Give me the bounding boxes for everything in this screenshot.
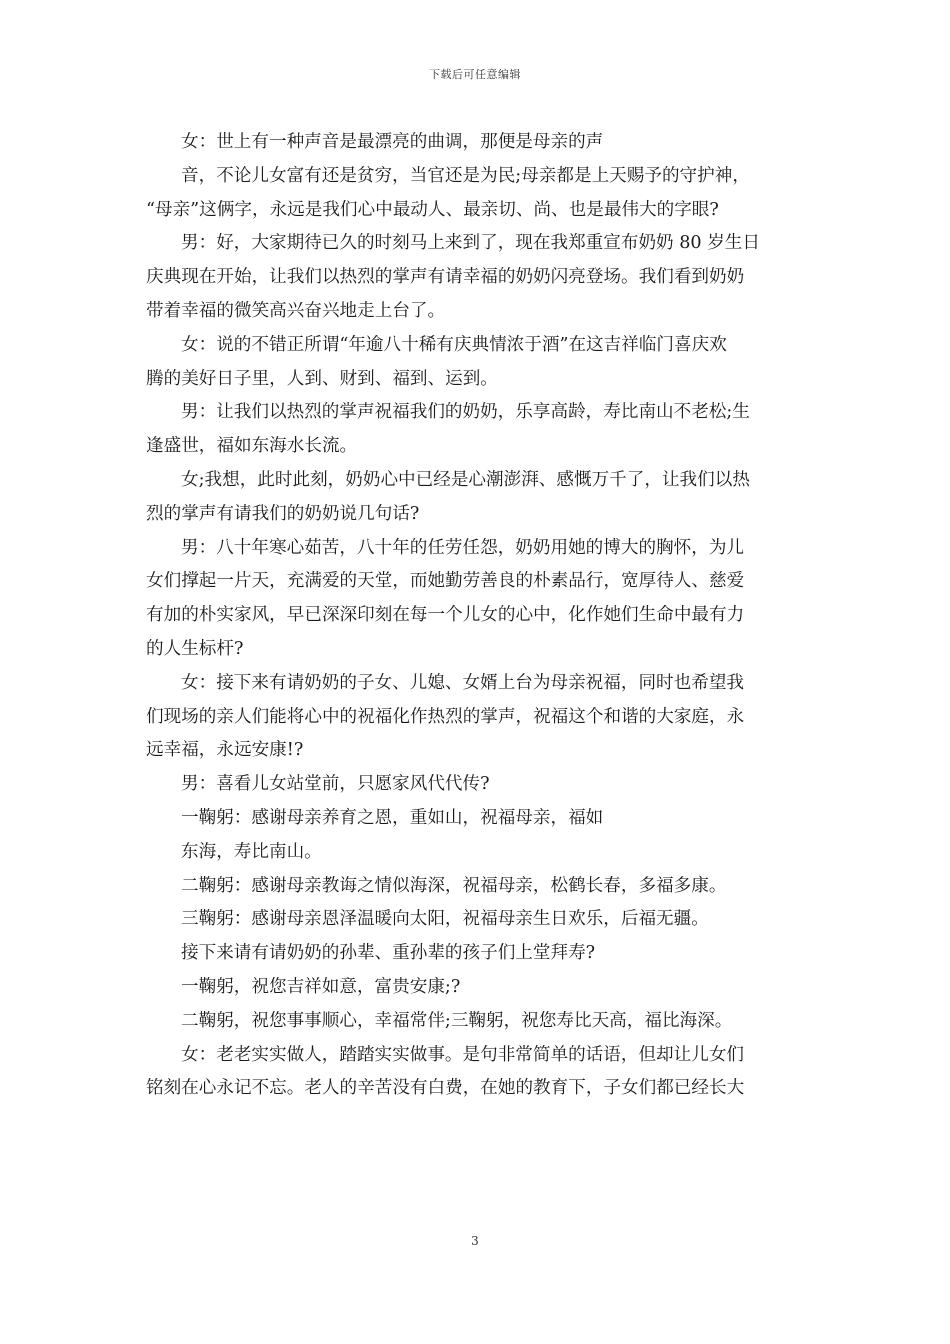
text-line: 庆典现在开始，让我们以热烈的掌声有请幸福的奶奶闪亮登场。我们看到奶奶: [146, 267, 745, 288]
text-line: 远幸福，永远安康!?: [146, 740, 304, 761]
text-line: 三鞠躬：感谢母亲恩泽温暖向太阳，祝福母亲生日欢乐，后福无疆。: [181, 909, 709, 930]
text-line: 的人生标杆?: [146, 638, 244, 659]
text-line: “母亲”这俩字，永远是我们心中最动人、最亲切、尚、也是最伟大的字眼?: [146, 199, 719, 220]
text-line: 男：让我们以热烈的掌声祝福我们的奶奶，乐享高龄，寿比南山不老松;生: [181, 402, 750, 423]
page-header: 下载后可任意编辑: [429, 68, 521, 81]
text-line: 带着幸福的微笑高兴奋兴地走上台了。: [146, 300, 446, 321]
document-body: [146, 126, 806, 1106]
text-line: 一鞠躬：感谢母亲养育之恩，重如山，祝福母亲，福如: [181, 807, 604, 828]
text-line: 有加的朴实家风，早已深深印刻在每一个儿女的心中，化作她们生命中最有力: [146, 605, 745, 626]
text-line: 女：世上有一种声音是最漂亮的曲调，那便是母亲的声: [181, 132, 604, 152]
text-line: 东海，寿比南山。: [181, 841, 322, 862]
text-line: 们现场的亲人们能将心中的祝福化作热烈的掌声，祝福这个和谐的大家庭，永: [146, 706, 745, 727]
text-line: 女：接下来有请奶奶的子女、儿媳、女婿上台为母亲祝福，同时也希望我: [181, 672, 745, 693]
text-line: 接下来请有请奶奶的孙辈、重孙辈的孩子们上堂拜寿?: [181, 943, 596, 964]
text-line: 男：喜看儿女站堂前，只愿家风代代传?: [181, 774, 490, 795]
text-line: 女：说的不错正所谓“年逾八十稀有庆典情浓于酒”在这吉祥临门喜庆欢: [181, 334, 727, 355]
text-line: 男：好，大家期待已久的时刻马上来到了，现在我郑重宣布奶奶 80 岁生日: [181, 233, 760, 254]
page-number: 3: [471, 1234, 479, 1248]
text-line: 女们撑起一片天，充满爱的天堂，而她勤劳善良的朴素品行，宽厚待人、慈爱: [146, 571, 745, 592]
text-line: 音，不论儿女富有还是贫穷，当官还是为民;母亲都是上天赐予的守护神，: [181, 165, 750, 186]
text-line: 男：八十年寒心茹苦，八十年的任劳任怨，奶奶用她的博大的胸怀，为儿: [181, 537, 745, 558]
text-line: 一鞠躬，祝您吉祥如意，富贵安康;?: [181, 976, 461, 997]
text-line: 铭刻在心永记不忘。老人的辛苦没有白费，在她的教育下，子女们都已经长大: [146, 1078, 745, 1099]
text-line: 腾的美好日子里，人到、财到、福到、运到。: [146, 368, 498, 389]
text-line: 女：老老实实做人，踏踏实实做事。是句非常简单的话语，但却让儿女们: [181, 1044, 745, 1065]
text-line: 二鞠躬：感谢母亲教诲之情似海深，祝福母亲，松鹤长春，多福多康。: [181, 875, 727, 896]
text-line: 二鞠躬，祝您事事顺心，幸福常伴;三鞠躬，祝您寿比天高，福比海深。: [181, 1010, 733, 1031]
text-line: 女;我想，此时此刻，奶奶心中已经是心潮澎湃、感慨万千了，让我们以热: [181, 469, 750, 490]
text-line: 逢盛世，福如东海水长流。: [146, 436, 358, 457]
text-line: 烈的掌声有请我们的奶奶说几句话?: [146, 503, 420, 524]
